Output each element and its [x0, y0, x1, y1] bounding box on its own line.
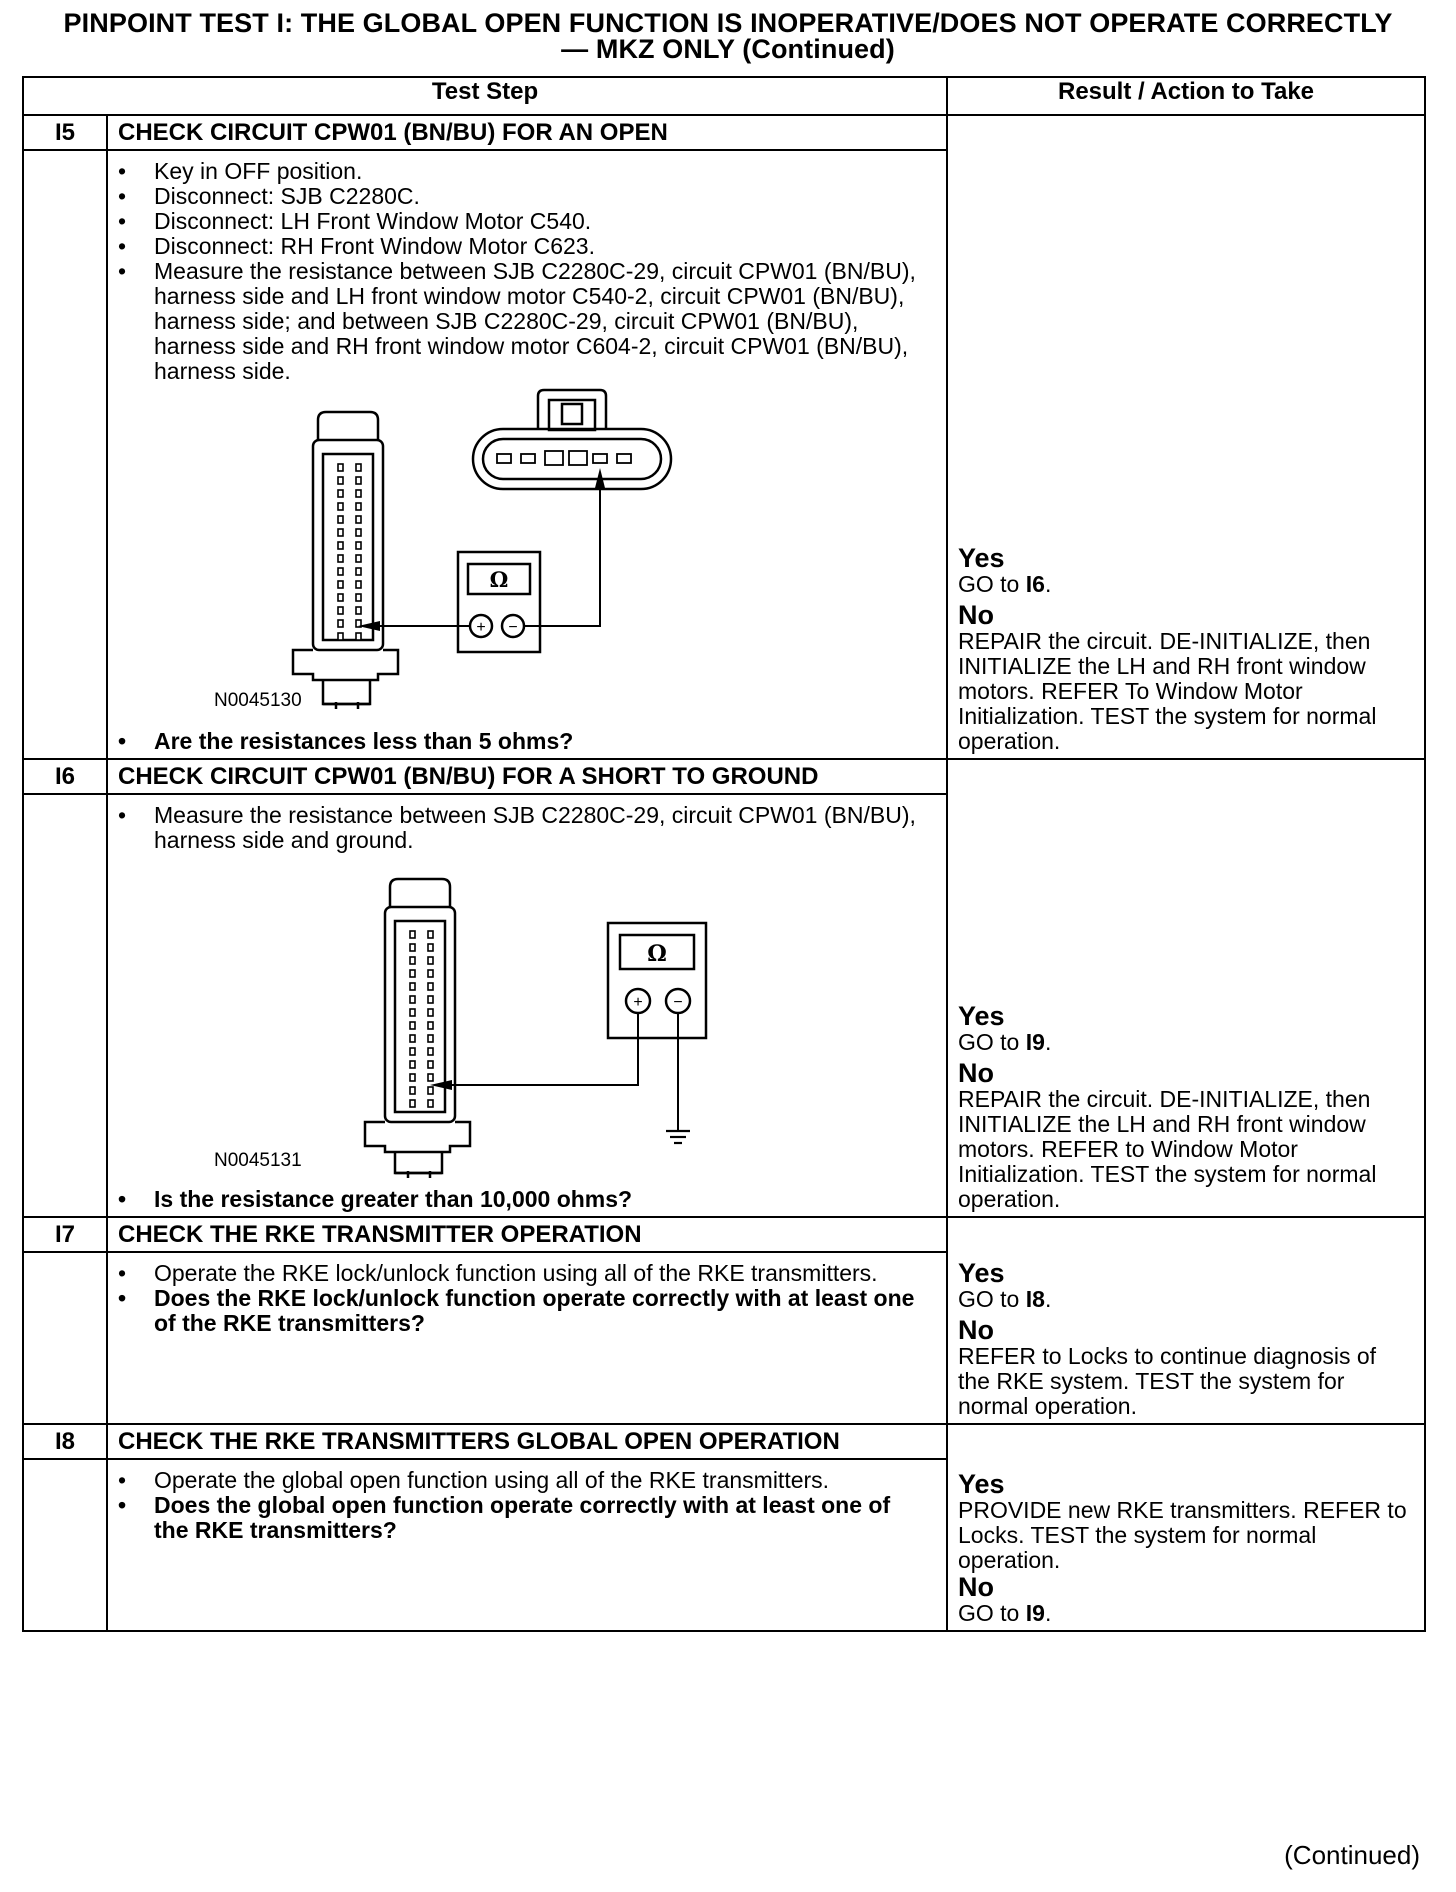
ground-icon	[666, 1131, 690, 1143]
step-id: I5	[23, 115, 107, 150]
yes-action-suffix: .	[1044, 1286, 1052, 1312]
list-item: • Operate the RKE lock/unlock function using all of the RKE transmitters.	[108, 1261, 926, 1286]
page-title-line-2: — MKZ ONLY (Continued)	[561, 34, 895, 64]
no-action-prefix: GO to	[958, 1600, 1026, 1626]
step-i7-body	[107, 1252, 947, 1424]
motor-pins	[497, 451, 631, 465]
plus-terminal: +	[476, 619, 486, 636]
step-i7-result	[947, 1217, 1425, 1424]
step-id-spacer	[23, 794, 107, 1217]
step-question: • Does the global open function operate correctly with at least one of the RKE transmitters?	[108, 1493, 926, 1543]
step-i6-bullets	[108, 795, 946, 853]
step-id: I6	[23, 759, 107, 794]
ohm-symbol: Ω	[489, 567, 509, 592]
figure-label: N0045131	[214, 1150, 302, 1171]
yes-action-prefix: GO to	[958, 1029, 1026, 1055]
minus-terminal: −	[673, 994, 683, 1011]
no-action: REPAIR the circuit. DE-INITIALIZE, then INITIALIZE the LH and RH front window motors. REFER to Window Motor Initialization. TEST the system for normal operation.	[958, 1086, 1377, 1212]
yes-action-prefix: GO to	[958, 1286, 1026, 1312]
step-i6-result	[947, 759, 1425, 1217]
ohm-symbol: Ω	[647, 941, 667, 967]
goto-link-i9[interactable]: I9	[1025, 1029, 1045, 1055]
yes-action-suffix: .	[1044, 571, 1052, 597]
yes-action: PROVIDE new RKE transmitters. REFER to Locks. TEST the system for normal operation.	[958, 1497, 1407, 1573]
step-i7-title-row	[23, 1217, 1425, 1252]
plus-terminal: +	[633, 994, 643, 1011]
step-question: • Are the resistances less than 5 ohms?	[108, 729, 926, 754]
step-id: I7	[23, 1217, 107, 1252]
list-item: • Disconnect: LH Front Window Motor C540.	[108, 209, 926, 234]
yes-label: Yes	[958, 1001, 1005, 1031]
connector-diagram-n0045130	[108, 384, 948, 729]
test-leads	[446, 1013, 678, 1131]
goto-link-i6[interactable]: I6	[1025, 571, 1045, 597]
list-item: • Operate the global open function using all of the RKE transmitters.	[108, 1468, 926, 1493]
no-label: No	[958, 600, 994, 630]
step-i6-title-row	[23, 759, 1425, 794]
yes-label: Yes	[958, 1469, 1005, 1499]
step-question: • Is the resistance greater than 10,000 ohms?	[108, 1187, 926, 1212]
yes-label: Yes	[958, 543, 1005, 573]
pinpoint-test-table	[22, 76, 1426, 1632]
step-i8-title-row	[23, 1424, 1425, 1459]
step-i8-body	[107, 1459, 947, 1631]
header-result-action: Result / Action to Take	[947, 77, 1425, 115]
header-test-step: Test Step	[23, 77, 947, 115]
step-i8-bullets	[108, 1460, 946, 1543]
no-action: REPAIR the circuit. DE-INITIALIZE, then INITIALIZE the LH and RH front window motors. REFER To Window Motor Initialization. TEST the system for normal operation.	[958, 628, 1377, 754]
yes-action	[958, 572, 1414, 597]
step-title: CHECK CIRCUIT CPW01 (BN/BU) FOR A SHORT TO GROUND	[107, 759, 947, 794]
step-id: I8	[23, 1424, 107, 1459]
list-item: • Disconnect: RH Front Window Motor C623.	[108, 234, 926, 259]
goto-link-i9[interactable]: I9	[1025, 1600, 1045, 1626]
page-title-line-1: PINPOINT TEST I: THE GLOBAL OPEN FUNCTION IS INOPERATIVE/DOES NOT OPERATE CORRECTLY	[63, 8, 1393, 38]
yes-label: Yes	[958, 1258, 1005, 1288]
step-i5-title-row	[23, 115, 1425, 150]
step-title: CHECK THE RKE TRANSMITTERS GLOBAL OPEN OPERATION	[107, 1424, 947, 1459]
no-label: No	[958, 1572, 994, 1602]
table-header-row	[23, 77, 1425, 115]
step-title: CHECK CIRCUIT CPW01 (BN/BU) FOR AN OPEN	[107, 115, 947, 150]
step-id-spacer	[23, 1459, 107, 1631]
window-motor-connector-icon	[473, 390, 671, 489]
figure-label: N0045130	[214, 690, 302, 711]
yes-action-suffix: .	[1044, 1029, 1052, 1055]
step-i8-result	[947, 1424, 1425, 1631]
continued-footer: (Continued)	[1284, 1840, 1420, 1870]
step-question: • Does the RKE lock/unlock function operate correctly with at least one of the RKE transmitters?	[108, 1286, 926, 1336]
yes-action	[958, 1030, 1414, 1055]
sjb-connector-icon	[365, 879, 470, 1178]
step-i5-question-list	[108, 729, 946, 758]
no-action-suffix: .	[1044, 1600, 1052, 1626]
step-i5-body	[107, 150, 947, 759]
step-i6-question-list	[108, 1181, 946, 1216]
step-id-spacer	[23, 150, 107, 759]
no-action: REFER to Locks to continue diagnosis of the RKE system. TEST the system for normal operation.	[958, 1343, 1377, 1419]
step-i5-result	[947, 115, 1425, 759]
yes-action-prefix: GO to	[958, 571, 1026, 597]
sjb-connector-icon	[293, 412, 398, 709]
page-title	[0, 10, 1456, 62]
list-item: • Measure the resistance between SJB C2280C-29, circuit CPW01 (BN/BU), harness side and LH front window motor C540-2, circuit CPW01 (BN/BU), harness side; and between SJB C2280C-29, circuit CPW01 (BN/BU), harness side and RH front window motor C604-2, circuit CPW01 (BN/BU), harness side.	[108, 259, 926, 384]
figure-n0045130	[108, 384, 946, 729]
step-i7-bullets	[108, 1253, 946, 1336]
yes-action	[958, 1287, 1414, 1312]
no-action	[958, 1601, 1414, 1626]
list-item: • Measure the resistance between SJB C2280C-29, circuit CPW01 (BN/BU), harness side and ground.	[108, 803, 926, 853]
step-title: CHECK THE RKE TRANSMITTER OPERATION	[107, 1217, 947, 1252]
step-i5-bullets	[108, 151, 946, 384]
step-i6-body	[107, 794, 947, 1217]
minus-terminal: −	[508, 619, 518, 636]
connector-diagram-n0045131	[108, 853, 948, 1181]
no-label: No	[958, 1058, 994, 1088]
list-item: • Disconnect: SJB C2280C.	[108, 184, 926, 209]
list-item: • Key in OFF position.	[108, 159, 926, 184]
step-id-spacer	[23, 1252, 107, 1424]
goto-link-i8[interactable]: I8	[1025, 1286, 1045, 1312]
sjb-pin-grid	[338, 464, 361, 640]
figure-n0045131	[108, 853, 946, 1181]
sjb-pin-grid	[410, 931, 433, 1107]
no-label: No	[958, 1315, 994, 1345]
